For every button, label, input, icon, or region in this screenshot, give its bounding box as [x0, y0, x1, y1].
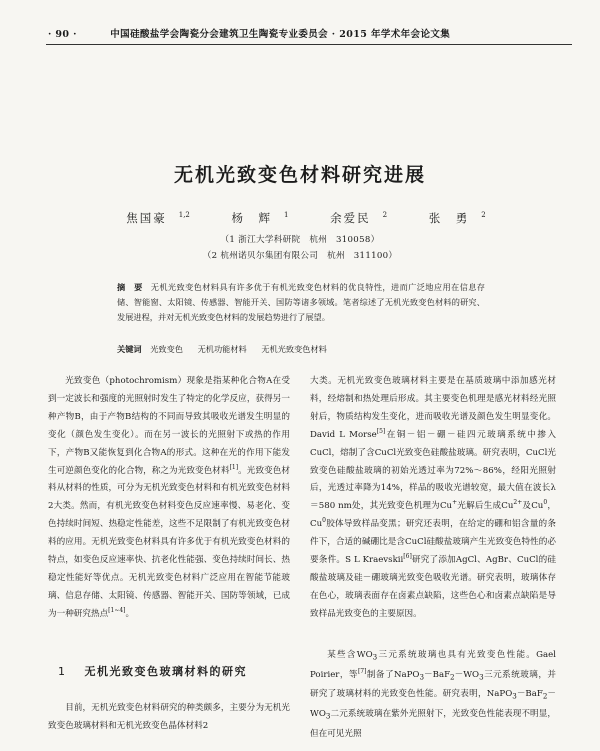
body-column-right [310, 373, 556, 624]
affiliation-2: （2 杭州诺贝尔集团有限公司 杭州 311100） [202, 251, 398, 261]
body-column-left [48, 373, 290, 624]
abstract [117, 280, 485, 326]
citation: [7] [357, 667, 367, 675]
citation: [1] [229, 463, 239, 471]
paragraph: 某些含$WO_3$三元系统玻璃也具有光致变色性能。Gael Poirier，等[7]制备了$NaPO_3-BaF_2-WO_3$三元系统玻璃，并研究了玻璃材料的光致变色性能。研究表明，$NaPO_3-BaF_2-WO_3$二元系统玻璃在紫外光照射下，光致变色性能表现不明显，但在可见光照 [310, 650, 556, 739]
section-title: 无机光致变色玻璃材料的研究 [84, 665, 247, 678]
body-column-right-continued [310, 647, 556, 743]
page-number: · 90 · [48, 29, 77, 40]
keyword: 光致变色 [150, 344, 183, 354]
author: 焦国豪 $^{1,2}$ [126, 211, 190, 225]
author: 杨 辉 $^1$ [231, 211, 289, 225]
author: 张 勇 $^2$ [428, 211, 486, 225]
author-list [0, 210, 600, 226]
paper-title: 无机光致变色材料研究进展 [173, 164, 426, 186]
keyword: 无机功能材料 [197, 344, 247, 354]
running-header [48, 26, 568, 40]
section-heading [58, 663, 247, 679]
citation: [5] [376, 427, 386, 435]
journal-name: 中国硅酸盐学会陶瓷分会建筑卫生陶瓷专业委员会 · 2015 年学术年会论文集 [110, 29, 451, 40]
author: 余爱民 $^2$ [330, 211, 388, 225]
paragraph: 光致变色（photochromism）现象是指某种化合物A在受到一定波长和强度的光照射时发生了特定的化学反应，获得另一种产物B，由于产物B结构的不同而导致其吸收光谱发生明显的变化（颜色发生变化）。而在另一波长的光照射下或热的作用下，产物B又能恢复到化合物A的形式。这种在光的作用下能发生可逆颜色变化的化合物，称之为光致变色材料[1]。光致变色材料从材料的性质，可分为无机光致变色材料和有机光致变色材料2大类。然而，有机光致变色材料变色反应速率慢、易老化、变色持续时间短、热稳定性能差，这些不足限制了有机光致变色材料的应用。无机光致变色材料具有许多优于有机光致变色材料的特点，如变色反应速率快、抗老化性能强、变色持续时间长、热稳定性能好等优点。无机光致变色材料广泛应用在智能节能玻璃、信息存储、太阳镜、传感器、智能开关、国防等领域，已成为一种研究热点[1~4]。 [48, 376, 290, 619]
citation: [6] [403, 553, 412, 561]
paragraph: 大类。无机光致变色玻璃材料主要是在基质玻璃中添加感光材料，经熔制和热处理后形成。其主要变色机理是感光材料经光照射后，物质结构发生变化，进而吸收光谱及颜色发生明显变化。David L Morse[5]在铜－铝－硼－硅四元玻璃系统中掺入CuCl，熔制了含CuCl光致变色硅酸盐玻璃。研究表明，CuCl光致变色硅酸盐玻璃的初始光透过率为72%～86%，经阳光照射后，光透过率降为14%，样品的吸收光谱较宽，最大值在波长λ＝580 nm处，其光致变色机理为Cu+光解后生成$Cu^{2+}$及Cu$^0$，Cu$^0$胶体导致样品变黑；研究还表明，在给定的硼和铝含量的条件下，合适的碱硼比是含CuCl硅酸盐玻璃产生光致变色特性的必要条件。S L Kraevskii[6]研究了添加AgCl、AgBr、CuCl的硅酸盐玻璃及硅－硼玻璃光致变色吸收光谱。研究表明，玻璃体存在色心，玻璃表面存在卤素点缺陷，这些色心和卤素点缺陷是导致样品光致变色的主要原因。 [310, 376, 556, 619]
affiliation-1: （1 浙江大学科研院 杭州 310058） [220, 235, 380, 245]
abstract-text: 无机光致变色材料具有许多优于有机光致变色材料的优良特性，进而广泛地应用在信息存储、智能窗、太阳镜、传感器、智能开关、国防等诸多领域。笔者综述了无机光致变色材料的研究、发展进程，并对无机光致变色材料的发展趋势进行了展望。 [117, 282, 485, 323]
section-number: 1 [58, 665, 67, 678]
header-rule [46, 44, 572, 45]
keyword: 无机光致变色材料 [261, 344, 327, 354]
abstract-label: 摘 要 [117, 282, 143, 292]
paragraph: 目前，无机光致变色材料研究的种类颇多，主要分为无机光致变色玻璃材料和无机光致变色晶体材料2 [48, 703, 290, 731]
body-column-left-continued [48, 700, 290, 736]
citation: [1~4] [108, 606, 126, 614]
keywords [117, 344, 485, 355]
keywords-label: 关键词 [117, 344, 142, 354]
